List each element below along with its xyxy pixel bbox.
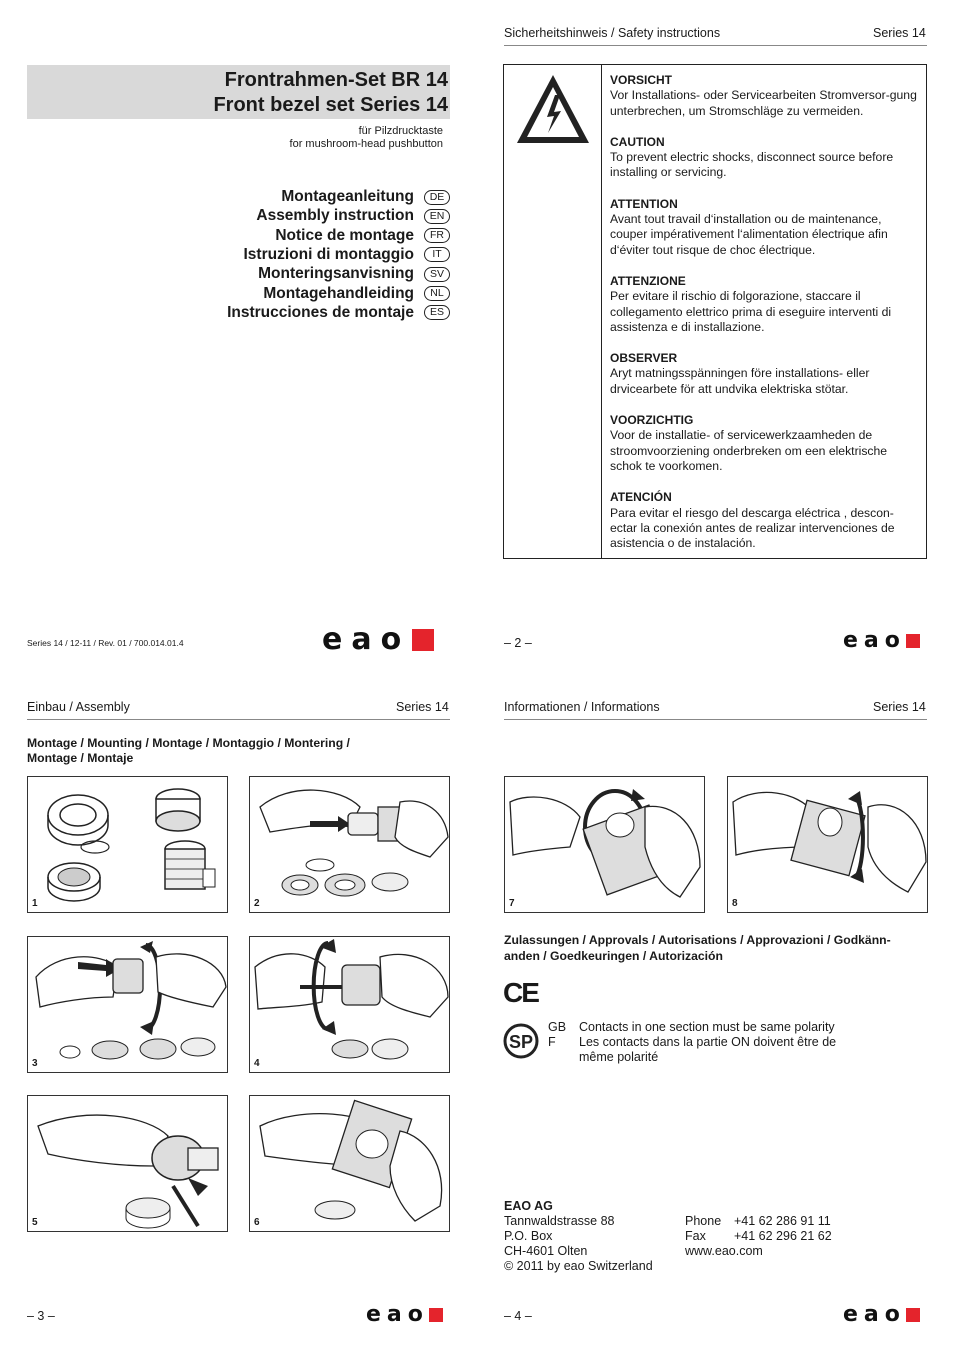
warning-block bbox=[610, 135, 920, 181]
fax-number: +41 62 296 21 62 bbox=[734, 1229, 832, 1243]
contact-info bbox=[685, 1214, 832, 1259]
warning-block bbox=[610, 197, 920, 258]
address-line: Tannwaldstrasse 88 bbox=[504, 1214, 615, 1228]
figure-7-remove-frame bbox=[504, 776, 705, 913]
figure-number: 7 bbox=[509, 898, 515, 909]
figure-number: 5 bbox=[32, 1217, 38, 1228]
figure-number: 2 bbox=[254, 898, 260, 909]
note-text: Les contacts dans la partie ON doivent être de même polarité bbox=[579, 1035, 837, 1064]
document-reference: Series 14 / 12-11 / Rev. 01 / 700.014.01.4 bbox=[27, 638, 184, 648]
approvals-heading bbox=[504, 933, 891, 964]
copyright: © 2011 by eao Switzerland bbox=[504, 1259, 653, 1273]
warning-title: ATTENZIONE bbox=[610, 273, 686, 288]
warning-text: Para evitar el riesgo del descarga eléctrica , descon-ectar la conexión antes de realizar intervenciones de asistencia o de instalación. bbox=[610, 505, 895, 551]
language-entry bbox=[263, 285, 450, 303]
ce-mark: CE bbox=[503, 977, 538, 1008]
csa-mark-text: SP bbox=[508, 1032, 534, 1052]
page4-header-left: Informationen / Informations bbox=[504, 700, 660, 714]
language-code-badge: SV bbox=[424, 267, 450, 282]
language-label: Monteringsanvisning bbox=[258, 265, 414, 283]
warning-text: Voor de installatie- of servicewerkzaamheden de stroomvoorziening onderbreken om een elektrische schok te voorkomen. bbox=[610, 428, 888, 473]
parts-illustration bbox=[28, 777, 228, 913]
note-text: Contacts in one section must be same polarity bbox=[579, 1020, 835, 1034]
warning-title: CAUTION bbox=[610, 134, 665, 149]
subtitle bbox=[290, 125, 443, 151]
logo-text: eao bbox=[843, 628, 906, 653]
figure-1-parts bbox=[27, 776, 228, 913]
phone-label: Phone bbox=[685, 1214, 722, 1228]
eao-logo bbox=[366, 1302, 443, 1327]
warning-title: ATENCIÓN bbox=[610, 490, 672, 505]
language-label: Notice de montage bbox=[275, 226, 414, 244]
warning-text: Vor Installations- oder Servicearbeiten Stromversor-gung unterbrechen, um Stromschläge zu vermeiden. bbox=[610, 88, 917, 118]
page2-header-left: Sicherheitshinweis / Safety instructions bbox=[504, 26, 721, 40]
mounting-heading-line2: Montage / Montaje bbox=[27, 751, 134, 765]
address-line: P.O. Box bbox=[504, 1229, 553, 1243]
phone-number: +41 62 286 91 11 bbox=[734, 1214, 831, 1228]
language-entry bbox=[275, 227, 450, 245]
insert-illustration bbox=[250, 777, 450, 913]
warning-text: To prevent electric shocks, disconnect source before installing or servicing. bbox=[610, 150, 894, 180]
safety-instructions-box bbox=[503, 64, 927, 559]
language-code-badge: IT bbox=[424, 247, 450, 262]
logo-text: eao bbox=[843, 1302, 906, 1327]
language-code-badge: FR bbox=[424, 228, 450, 243]
page2-number: – 2 – bbox=[504, 636, 532, 650]
page2-header-right: Series 14 bbox=[873, 26, 926, 40]
page4-header-rule bbox=[504, 719, 927, 720]
company-address bbox=[504, 1199, 653, 1274]
frame-illustration bbox=[250, 1096, 450, 1232]
figure-3-rotate bbox=[27, 936, 228, 1073]
mounting-heading-line1: Montage / Mounting / Montage / Montaggio / Montering / bbox=[27, 736, 350, 750]
note-lang: GB bbox=[548, 1020, 567, 1034]
warning-text: Per evitare il rischio di folgorazione, staccare il collegamento elettrico prima di eseguire interventi di assistenza e di installazione. bbox=[610, 289, 892, 334]
figure-5-bezel bbox=[27, 1095, 228, 1232]
logo-text: eao bbox=[366, 1302, 429, 1327]
title-line-en: Front bezel set Series 14 bbox=[213, 94, 448, 116]
figure-number: 1 bbox=[32, 898, 38, 909]
logo-square bbox=[906, 634, 920, 648]
website-link[interactable]: www.eao.com bbox=[685, 1244, 763, 1258]
bezel-illustration bbox=[28, 1096, 228, 1232]
logo-square bbox=[906, 1308, 920, 1322]
subtitle-en: for mushroom-head pushbutton bbox=[289, 138, 443, 150]
warning-text: Avant tout travail d‘installation ou de maintenance, couper impérativement l‘alimentation électrique afin d‘éviter tout risque de choc électrique. bbox=[610, 212, 888, 257]
warning-title: OBSERVER bbox=[610, 351, 678, 366]
page4-header-right: Series 14 bbox=[873, 700, 926, 714]
company-name: EAO AG bbox=[504, 1199, 553, 1213]
phone-row bbox=[685, 1214, 832, 1229]
language-code-badge: ES bbox=[424, 305, 450, 320]
logo-text: eao bbox=[322, 622, 411, 657]
warning-icon-cell bbox=[504, 65, 602, 558]
address-line: CH-4601 Olten bbox=[504, 1244, 588, 1258]
rotate-illustration bbox=[28, 937, 228, 1073]
mounting-heading bbox=[27, 736, 350, 766]
figure-2-insert bbox=[249, 776, 450, 913]
note-gb bbox=[548, 1020, 859, 1035]
remove-frame-illustration bbox=[505, 777, 705, 913]
eao-logo bbox=[843, 1302, 920, 1327]
language-label: Montageanleitung bbox=[281, 188, 414, 205]
warning-block bbox=[610, 490, 920, 551]
warning-block bbox=[610, 274, 920, 335]
eao-logo bbox=[322, 622, 434, 657]
eao-logo bbox=[843, 628, 920, 653]
warning-block bbox=[610, 73, 920, 119]
subtitle-de: für Pilzdrucktaste bbox=[358, 125, 443, 137]
title-line-de: Frontrahmen-Set BR 14 bbox=[224, 69, 448, 91]
warning-title: VOORZICHTIG bbox=[610, 413, 694, 428]
csa-mark-icon bbox=[503, 1023, 539, 1059]
language-entry bbox=[258, 265, 450, 283]
figure-number: 4 bbox=[254, 1058, 260, 1069]
language-code-badge: NL bbox=[424, 286, 450, 301]
figure-4-tighten bbox=[249, 936, 450, 1073]
remove-lamp-illustration bbox=[728, 777, 928, 913]
language-label: Istruzioni di montaggio bbox=[243, 245, 414, 263]
language-code-badge: DE bbox=[424, 190, 450, 205]
page3-number: – 3 – bbox=[27, 1309, 55, 1323]
language-code-badge: EN bbox=[424, 209, 450, 224]
language-entry bbox=[227, 304, 450, 322]
page3-header-left: Einbau / Assembly bbox=[27, 700, 130, 714]
page4-number: – 4 – bbox=[504, 1309, 532, 1323]
figure-6-frame bbox=[249, 1095, 450, 1232]
fax-row bbox=[685, 1229, 832, 1244]
approvals-heading-line1: Zulassungen / Approvals / Autorisations / Approvazioni / Godkänn- bbox=[504, 933, 891, 947]
polarity-notes bbox=[548, 1020, 859, 1065]
page3-header-rule bbox=[27, 719, 450, 720]
page2-header-rule bbox=[504, 45, 927, 46]
logo-square bbox=[412, 629, 434, 651]
warning-text: Aryt matningsspänningen före installations- eller drvicearbete för att undvika elektriska stötar. bbox=[610, 366, 870, 396]
high-voltage-warning-icon bbox=[513, 71, 593, 147]
tighten-illustration bbox=[250, 937, 450, 1073]
language-label: Montagehandleiding bbox=[263, 284, 414, 302]
figure-number: 8 bbox=[732, 898, 738, 909]
warning-block bbox=[610, 351, 920, 397]
language-label: Assembly instruction bbox=[256, 207, 414, 225]
warning-title: ATTENTION bbox=[610, 196, 678, 211]
language-entry bbox=[281, 188, 450, 206]
page3-header-right: Series 14 bbox=[396, 700, 449, 714]
warning-block bbox=[610, 413, 920, 474]
language-entry bbox=[256, 207, 450, 225]
warning-texts bbox=[610, 73, 920, 567]
warning-title: VORSICHT bbox=[610, 73, 673, 87]
document-title bbox=[27, 65, 450, 119]
figure-number: 3 bbox=[32, 1058, 38, 1069]
fax-label: Fax bbox=[685, 1229, 706, 1243]
note-lang: F bbox=[548, 1035, 556, 1049]
note-f bbox=[548, 1035, 859, 1065]
approvals-heading-line2: anden / Goedkeuringen / Autorización bbox=[504, 948, 723, 963]
language-entry bbox=[244, 246, 451, 264]
logo-square bbox=[429, 1308, 443, 1322]
language-label: Instrucciones de montaje bbox=[227, 303, 414, 321]
figure-8-remove-lamp bbox=[727, 776, 928, 913]
figure-number: 6 bbox=[254, 1217, 260, 1228]
